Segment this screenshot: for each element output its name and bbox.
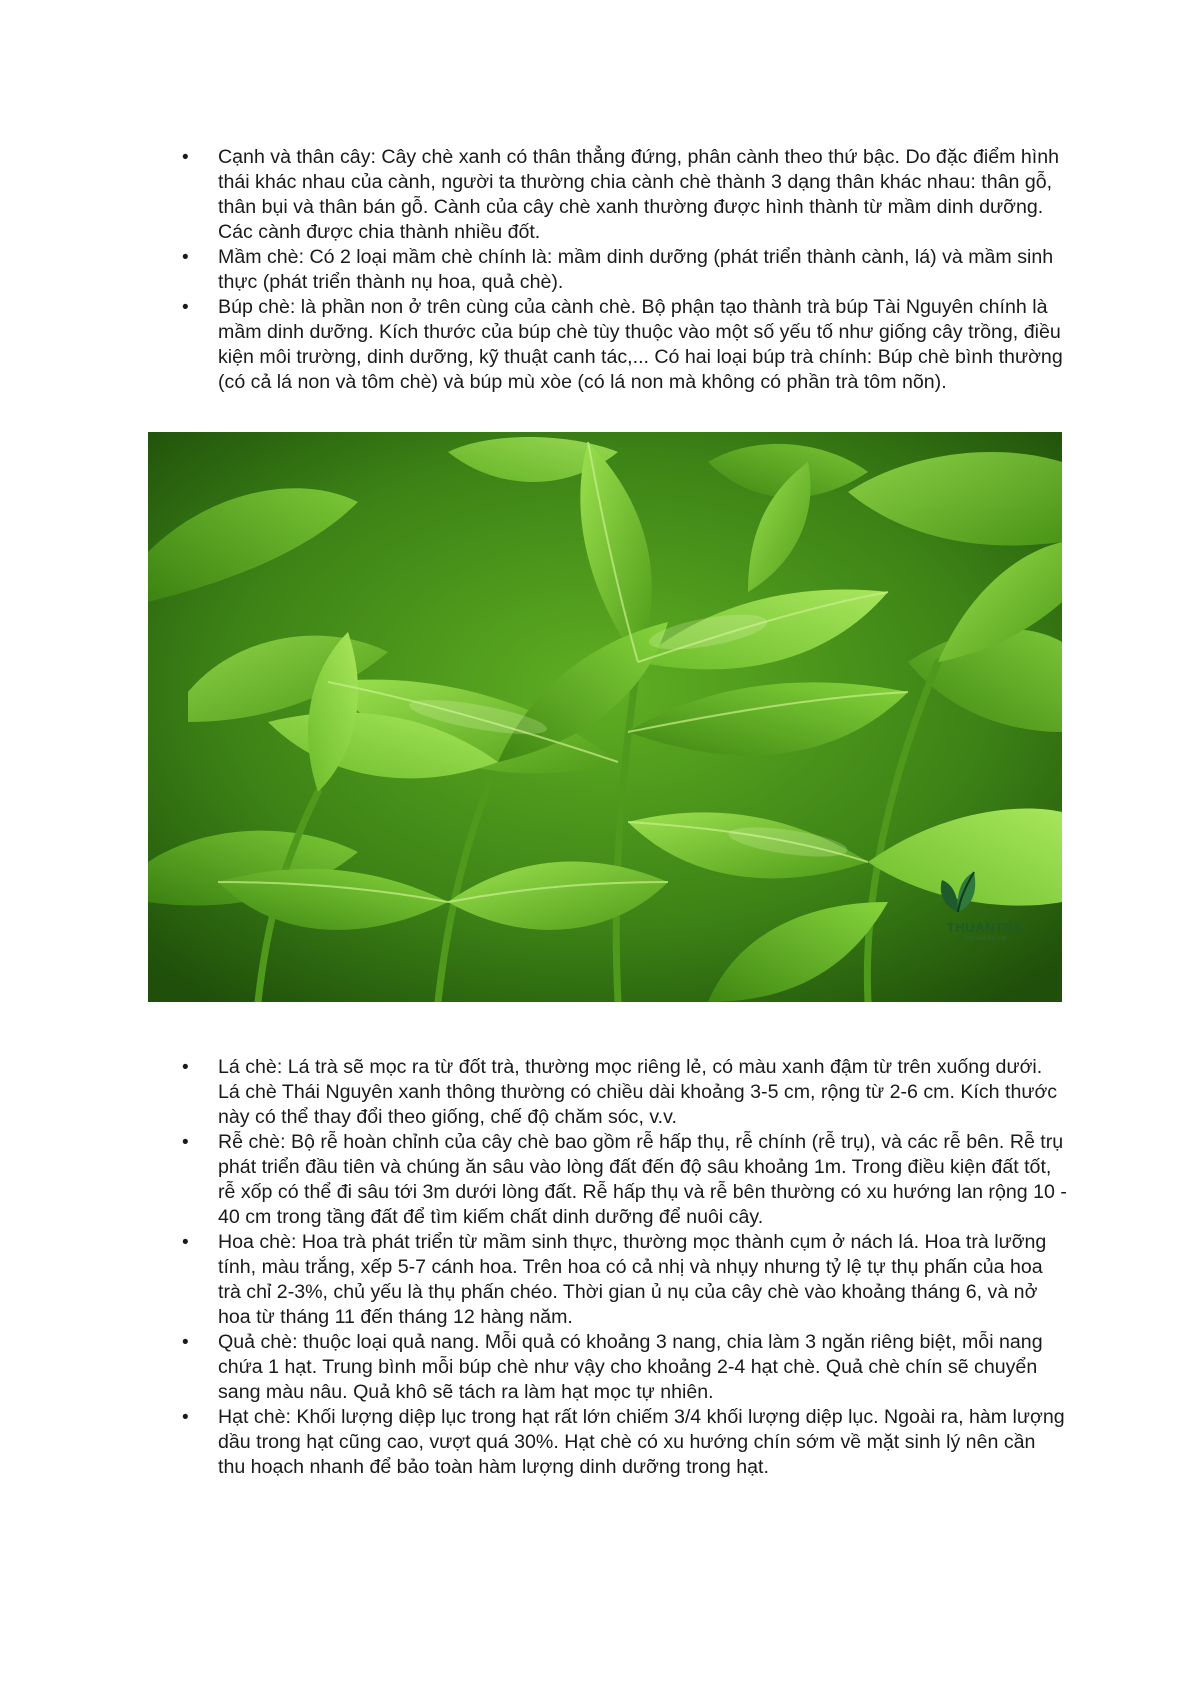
list-item: • Búp chè: là phần non ở trên cùng của cành chè. Bộ phận tạo thành trà búp Tài Nguyên chính là mầm dinh dưỡng. Kích thước của búp chè tùy thuộc vào một số yếu tố như giống cây trồng, điều kiện môi trường, dinh dưỡng, kỹ thuật canh tác,... Có hai loại búp trà chính: Búp chè bình thường (có cả lá non và tôm chè) và búp mù xòe (có lá non mà không có phần trà tôm nõn). xyxy=(178,295,1068,395)
watermark-logo xyxy=(930,862,1040,942)
tea-leaves-photo xyxy=(148,432,1062,1002)
list-item: • Quả chè: thuộc loại quả nang. Mỗi quả có khoảng 3 nang, chia làm 3 ngăn riêng biệt, mỗi nang chứa 1 hạt. Trung bình mỗi búp chè như vậy cho khoảng 2-4 hạt chè. Quả chè chín sẽ chuyển sang màu nâu. Quả khô sẽ tách ra làm hạt mọc tự nhiên. xyxy=(178,1330,1068,1405)
list-item: • Lá chè: Lá trà sẽ mọc ra từ đốt trà, thường mọc riêng lẻ, có màu xanh đậm từ trên xuống dưới. Lá chè Thái Nguyên xanh thông thường có chiều dài khoảng 3-5 cm, rộng từ 2-6 cm. Kích thước này có thể thay đổi theo giống, chế độ chăm sóc, v.v. xyxy=(178,1055,1068,1130)
list-item: • Hạt chè: Khối lượng diệp lục trong hạt rất lớn chiếm 3/4 khối lượng diệp lục. Ngoài ra, hàm lượng dầu trong hạt cũng cao, vượt quá 30%. Hạt chè có xu hướng chín sớm về mặt sinh lý nên cần thu hoạch nhanh để bảo toàn hàm lượng dinh dưỡng trong hạt. xyxy=(178,1405,1068,1480)
list-item: • Mầm chè: Có 2 loại mầm chè chính là: mầm dinh dưỡng (phát triển thành cành, lá) và mầm sinh thực (phát triển thành nụ hoa, quả chè). xyxy=(178,245,1068,295)
list-item: • Rễ chè: Bộ rễ hoàn chỉnh của cây chè bao gồm rễ hấp thụ, rễ chính (rễ trụ), và các rễ bên. Rễ trụ phát triển đầu tiên và chúng ăn sâu vào lòng đất đến độ sâu khoảng 1m. Trong điều kiện đất tốt, rễ xốp có thể đi sâu tới 3m dưới lòng đất. Rễ hấp thụ và rễ bên thường có xu hướng lan rộng 10 - 40 cm trong tầng đất để tìm kiếm chất dinh dưỡng để nuôi cây. xyxy=(178,1130,1068,1230)
bullet-list-top xyxy=(178,145,1068,395)
list-item: • Cạnh và thân cây: Cây chè xanh có thân thẳng đứng, phân cành theo thứ bậc. Do đặc điểm hình thái khác nhau của cành, người ta thường chia cành chè thành 3 dạng thân khác nhau: thân gỗ, thân bụi và thân bán gỗ. Cành của cây chè xanh thường được hình thành từ mầm dinh dưỡng. Các cành được chia thành nhiều đốt. xyxy=(178,145,1068,245)
watermark-tagline: Tinh hoa trà Việt xyxy=(963,936,1007,942)
leaf-logo-icon xyxy=(930,862,986,918)
bullet-list-bottom xyxy=(178,1055,1068,1480)
list-item: • Hoa chè: Hoa trà phát triển từ mầm sinh thực, thường mọc thành cụm ở nách lá. Hoa trà lưỡng tính, màu trắng, xếp 5-7 cánh hoa. Trên hoa có cả nhị và nhụy nhưng tỷ lệ tự thụ phấn của hoa trà chỉ 2-3%, chủ yếu là thụ phấn chéo. Thời gian ủ nụ của cây chè vào khoảng tháng 6, và nở hoa từ tháng 11 đến tháng 12 hàng năm. xyxy=(178,1230,1068,1330)
watermark-brand: THUANTRA xyxy=(946,920,1024,935)
